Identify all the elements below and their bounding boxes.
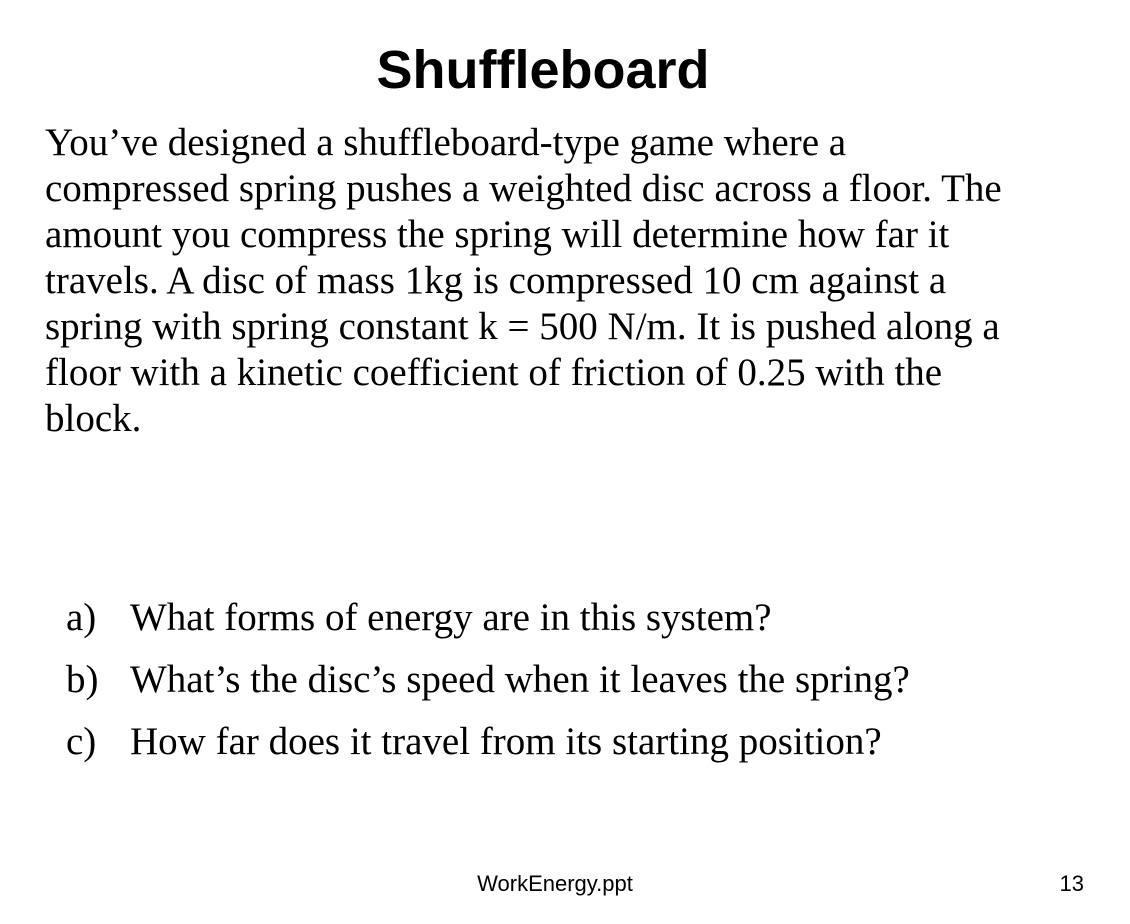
question-marker: b) [66, 658, 99, 701]
question-item [66, 714, 1106, 776]
problem-line: block. [45, 397, 142, 440]
problem-line: spring with spring constant k = 500 N/m. It is pushed along a [45, 305, 1000, 348]
question-marker: a) [66, 596, 97, 639]
question-item [66, 590, 1106, 652]
slide-title: Shuffleboard [376, 40, 710, 100]
question-list [66, 590, 1106, 776]
problem-line: You’ve designed a shuffleboard-type game where a [45, 121, 847, 164]
question-marker: c) [66, 720, 97, 763]
question-item [66, 652, 1106, 714]
problem-statement [45, 120, 1115, 442]
footer-filename: WorkEnergy.ppt [477, 871, 633, 896]
problem-line: amount you compress the spring will determine how far it [45, 213, 950, 256]
question-text: What’s the disc’s speed when it leaves the spring? [130, 658, 910, 701]
footer-page-number: 13 [1059, 871, 1084, 896]
question-text: What forms of energy are in this system? [130, 596, 772, 639]
question-text: How far does it travel from its starting position? [130, 720, 882, 763]
problem-line: compressed spring pushes a weighted disc across a floor. The [45, 167, 1002, 210]
problem-line: floor with a kinetic coefficient of friction of 0.25 with the [45, 351, 943, 394]
problem-line: travels. A disc of mass 1kg is compressed 10 cm against a [45, 259, 947, 302]
